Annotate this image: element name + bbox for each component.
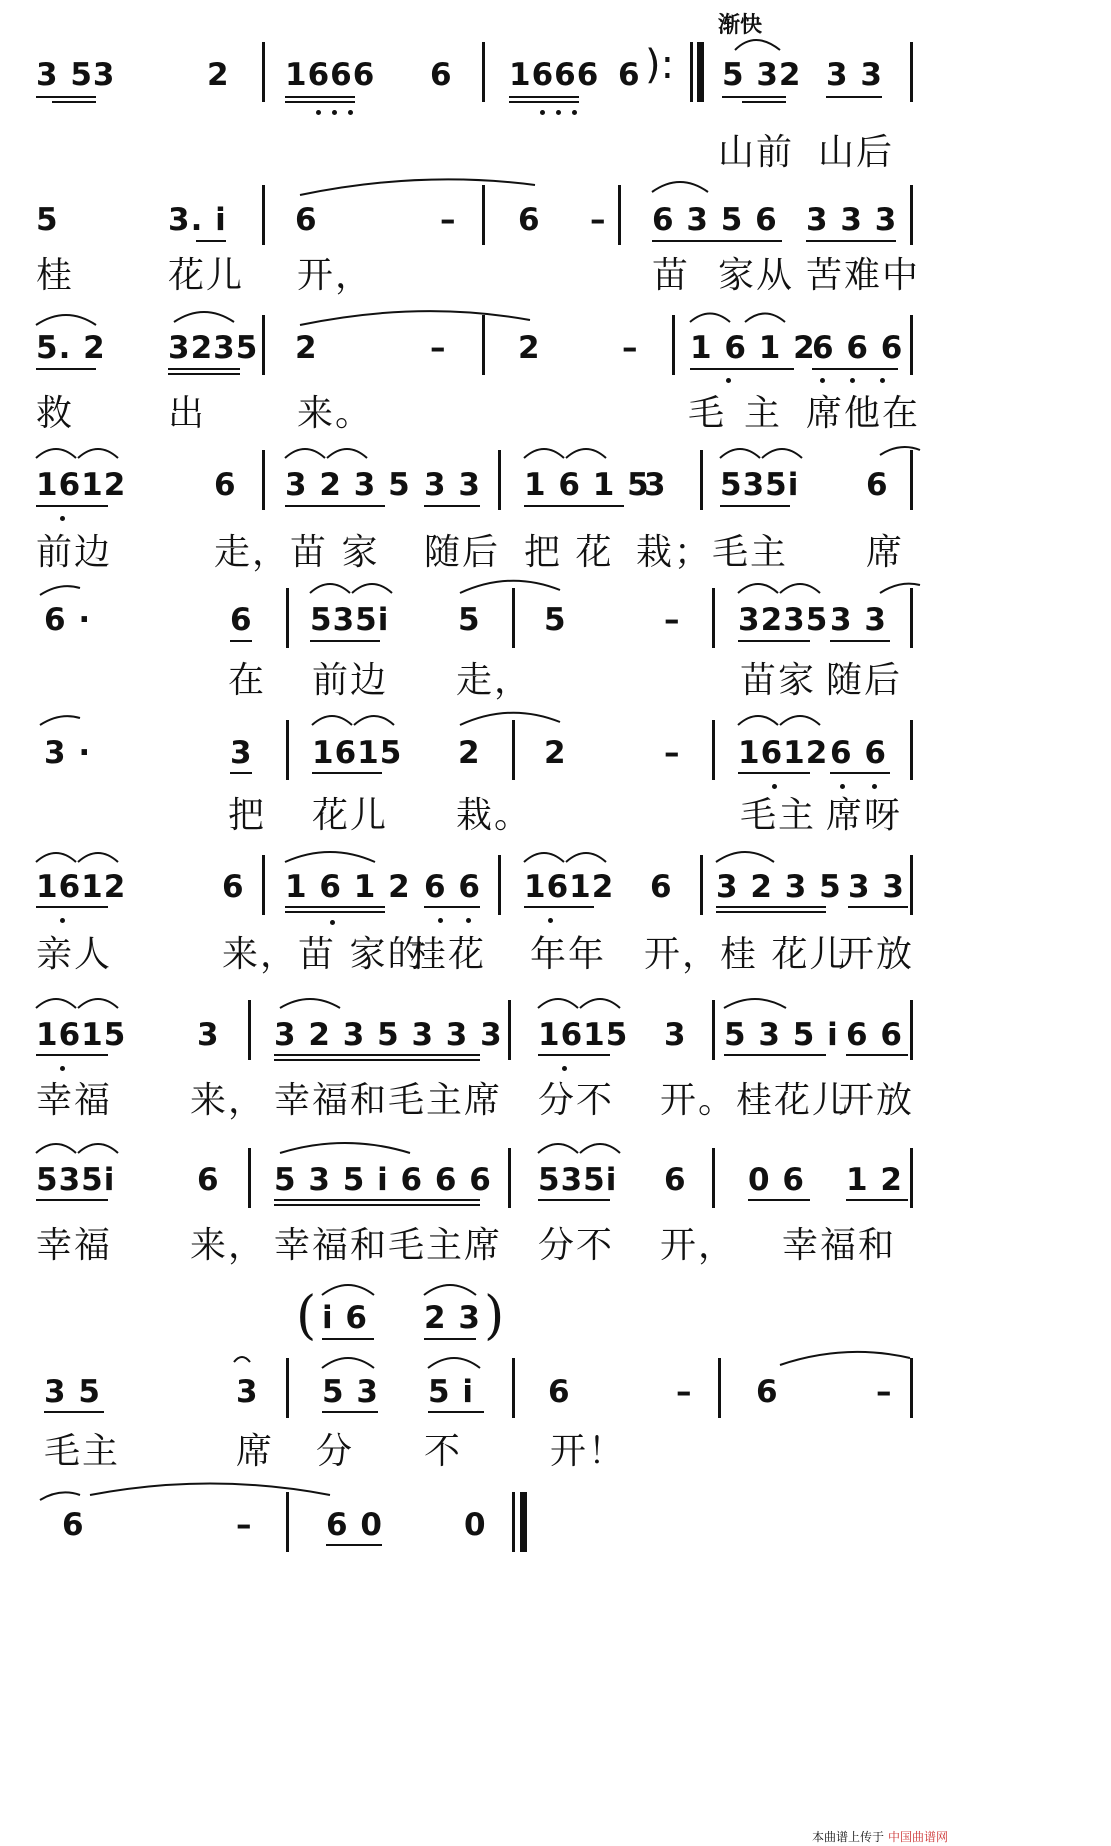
lyric: 幸福和毛主席 <box>274 1080 503 1121</box>
note-group: 3 53 <box>36 57 116 93</box>
note-group: 3 <box>644 467 667 503</box>
note-group: – <box>440 202 457 238</box>
slur <box>428 1358 480 1368</box>
slur <box>310 584 350 593</box>
note-group: – <box>664 602 681 638</box>
lyric: 苦难中 <box>806 255 921 296</box>
note-group: 2 <box>458 735 481 771</box>
slur <box>280 999 340 1008</box>
note-group: 5 32 <box>722 57 802 93</box>
note-group: 5 <box>544 602 567 638</box>
note-group: 3 3 <box>424 467 481 503</box>
lyric: 开，桂 花儿 <box>644 934 848 975</box>
note-group: 3. i <box>168 202 227 238</box>
slur <box>424 1285 476 1295</box>
note-group: 3 <box>197 1017 220 1053</box>
note-group: – <box>676 1374 693 1410</box>
note-group: 3 <box>230 735 253 771</box>
slur <box>322 1285 374 1295</box>
tie <box>90 1484 330 1496</box>
lyric: 来， <box>190 1225 267 1266</box>
note-group: 3 <box>236 1374 259 1410</box>
note-group: 6 6 <box>424 869 481 905</box>
lyric: 席他在 <box>806 393 921 434</box>
fermata <box>234 1357 250 1362</box>
note-group: 5 <box>458 602 481 638</box>
lyric: 不 <box>424 1431 463 1472</box>
tie <box>780 1352 910 1365</box>
slur <box>285 449 325 458</box>
note-group: 1 6 1 2 <box>285 869 411 905</box>
lyric: 花儿 <box>312 795 389 836</box>
tie <box>460 713 560 725</box>
note-group: 3 <box>664 1017 687 1053</box>
note-group: 0 6 <box>748 1162 805 1198</box>
note-group: 6 6 6 <box>812 330 904 366</box>
tie <box>40 1492 80 1500</box>
alt-notes-close-paren: ) <box>484 1286 505 1346</box>
note-group: 535i <box>310 602 390 638</box>
slur <box>285 852 375 862</box>
lyric: 栽；毛主 <box>636 532 789 573</box>
lyric: 开放 <box>838 1080 915 1121</box>
note-group: 2 <box>518 330 541 366</box>
note-group: 5 3 5 i <box>724 1017 839 1053</box>
note-group: 6 <box>518 202 541 238</box>
slur <box>538 1144 578 1153</box>
lyric: 来，苗 家的 <box>222 934 426 975</box>
lyric: 开， <box>660 1225 737 1266</box>
note-group: 6 <box>618 57 641 93</box>
note-group: 0 <box>464 1507 487 1543</box>
note-group: – <box>622 330 639 366</box>
lyric: 开！ <box>550 1431 627 1472</box>
lyric: 开放 <box>838 934 915 975</box>
slur <box>36 315 96 325</box>
lyric: 把 花 <box>524 532 614 573</box>
note-group: 1615 <box>36 1017 127 1053</box>
note-group: 3 2 3 5 3 3 3 <box>274 1017 503 1053</box>
slur <box>78 999 118 1008</box>
lyric: 席 <box>236 1431 275 1472</box>
note-group: 5 <box>36 202 59 238</box>
note-group: 6 <box>295 202 318 238</box>
repeat-close-paren: ): <box>645 42 675 88</box>
tie <box>300 179 535 195</box>
tempo-marking: 渐快 <box>718 13 763 38</box>
lyric: 来。 <box>297 393 374 434</box>
lyric: 苗家 <box>740 660 817 701</box>
lyric: 分 <box>316 1431 355 1472</box>
slur <box>78 853 118 862</box>
note-group: – <box>590 202 607 238</box>
slur <box>762 449 802 458</box>
lyric: 栽。 <box>456 795 533 836</box>
slur <box>738 716 778 725</box>
note-group: 3 · <box>44 735 92 771</box>
note-group: 3235 <box>738 602 829 638</box>
slur <box>580 1144 620 1153</box>
tie <box>40 586 80 595</box>
slur <box>745 314 785 323</box>
slur <box>738 584 778 593</box>
lyric: 在 <box>228 660 267 701</box>
note-group: 6 <box>756 1374 779 1410</box>
lyric: 主 <box>744 393 783 434</box>
lyric: 幸福和毛主席 <box>274 1225 503 1266</box>
note-group: 1612 <box>36 869 127 905</box>
lyric: 前边 <box>312 660 389 701</box>
tie <box>40 716 80 725</box>
slur <box>280 1143 410 1153</box>
note-group: 1 6 1 2 <box>690 330 816 366</box>
note-group: 6 3 5 6 <box>652 202 778 238</box>
note-group: 5 3 5 i 6 6 6 <box>274 1162 492 1198</box>
note-group: 6 <box>197 1162 220 1198</box>
note-group: 2 <box>295 330 318 366</box>
slur <box>690 314 730 323</box>
note-group: – <box>430 330 447 366</box>
slur <box>566 449 606 458</box>
slur <box>174 312 234 322</box>
lyric: 分不 <box>538 1225 615 1266</box>
note-group: 3 2 3 5 <box>716 869 842 905</box>
slur <box>724 999 786 1008</box>
note-group: 1666 <box>285 57 376 93</box>
note-group: 6 <box>548 1374 571 1410</box>
note-group: 3 3 <box>848 869 905 905</box>
note-group: 3235 <box>168 330 259 366</box>
lyric: 随后 <box>424 532 501 573</box>
note-group: 1612 <box>738 735 829 771</box>
note-group: 6 6 <box>846 1017 903 1053</box>
note-group: 6 <box>222 869 245 905</box>
note-group: 5 3 <box>322 1374 379 1410</box>
lyric: 随后 <box>826 660 903 701</box>
note-group: 1615 <box>312 735 403 771</box>
slur <box>354 716 394 725</box>
note-group: – <box>236 1507 253 1543</box>
note-group: 6 <box>430 57 453 93</box>
note-group: 6 <box>664 1162 687 1198</box>
lyric: 分不 <box>538 1080 615 1121</box>
note-group: 6 0 <box>326 1507 383 1543</box>
lyric: 把 <box>228 795 267 836</box>
note-group: 535i <box>36 1162 116 1198</box>
lyric: 家从 <box>718 255 795 296</box>
lyric: 前边 <box>36 532 113 573</box>
note-group: 5. 2 <box>36 330 106 366</box>
tie <box>460 581 560 593</box>
lyric: 亲人 <box>36 934 113 975</box>
lyric: 山前 <box>718 132 795 173</box>
note-group: 6 <box>230 602 253 638</box>
slur <box>580 999 620 1008</box>
slur <box>322 1358 374 1368</box>
tie <box>880 584 920 593</box>
lyric: 走， <box>456 660 533 701</box>
note-group: 6 <box>650 869 673 905</box>
note-group: 1612 <box>524 869 615 905</box>
lyric: 救 <box>36 393 75 434</box>
lyric: 席呀 <box>826 795 903 836</box>
lyric: 幸福 <box>36 1225 113 1266</box>
lyric: 来， <box>190 1080 267 1121</box>
lyric: 花儿 <box>168 255 245 296</box>
note-group: 1 6 1 5 <box>524 467 650 503</box>
footer-uploader-text: 本曲谱上传于 <box>812 1830 885 1844</box>
note-group: 535i <box>538 1162 618 1198</box>
slur <box>36 449 76 458</box>
alt-note-group: i 6 <box>322 1300 368 1336</box>
slur <box>78 449 118 458</box>
lyric: 出 <box>168 393 207 434</box>
tie <box>880 447 920 455</box>
lyric: 桂 <box>36 255 75 296</box>
lyric: 幸福和 <box>782 1225 897 1266</box>
lyric: 山后 <box>818 132 895 173</box>
lyric: 幸福 <box>36 1080 113 1121</box>
slur <box>352 584 392 593</box>
lyric: 毛 <box>688 393 727 434</box>
note-group: 1615 <box>538 1017 629 1053</box>
note-group: 3 5 <box>44 1374 101 1410</box>
lyric: 年年 <box>530 934 607 975</box>
slur <box>312 716 352 725</box>
note-group: 6 <box>62 1507 85 1543</box>
lyric: 开， <box>297 255 374 296</box>
slur <box>720 449 760 458</box>
note-group: 1612 <box>36 467 127 503</box>
slur <box>36 853 76 862</box>
note-group: 5 i <box>428 1374 474 1410</box>
note-group: 3 3 <box>830 602 887 638</box>
slur <box>36 999 76 1008</box>
note-group: 3 2 3 5 <box>285 467 411 503</box>
slur <box>524 853 564 862</box>
note-group: 6 <box>866 467 889 503</box>
note-group: 2 <box>207 57 230 93</box>
note-group: 535i <box>720 467 800 503</box>
slur <box>36 1144 76 1153</box>
slur <box>735 40 780 50</box>
note-group: 3 3 <box>826 57 883 93</box>
lyric: 苗 <box>652 255 691 296</box>
note-group: 2 <box>544 735 567 771</box>
tie <box>300 311 530 325</box>
lyric: 开。桂花儿 <box>660 1080 851 1121</box>
note-group: 1 2 <box>846 1162 903 1198</box>
lyric: 走，苗 家 <box>214 532 380 573</box>
slur <box>716 852 774 862</box>
note-group: 3 3 3 <box>806 202 898 238</box>
slur <box>780 584 820 593</box>
slur <box>327 449 367 458</box>
note-group: 1666 <box>509 57 600 93</box>
note-group: 6 6 <box>830 735 887 771</box>
lyric: 席 <box>866 532 905 573</box>
lyric: 毛主 <box>740 795 817 836</box>
note-group: 6 · <box>44 602 92 638</box>
lyric: 毛主 <box>44 1431 121 1472</box>
slur <box>566 853 606 862</box>
slur <box>78 1144 118 1153</box>
alt-notes-open-paren: ( <box>296 1286 317 1346</box>
slur <box>652 182 708 192</box>
slur <box>780 716 820 725</box>
note-group: 6 <box>214 467 237 503</box>
alt-note-group: 2 3 <box>424 1300 481 1336</box>
lyric: 桂花 <box>410 934 487 975</box>
note-group: – <box>876 1374 893 1410</box>
note-group: – <box>664 735 681 771</box>
slur <box>524 449 564 458</box>
footer-site-logo: 中国曲谱网 <box>888 1830 949 1844</box>
slur <box>538 999 578 1008</box>
